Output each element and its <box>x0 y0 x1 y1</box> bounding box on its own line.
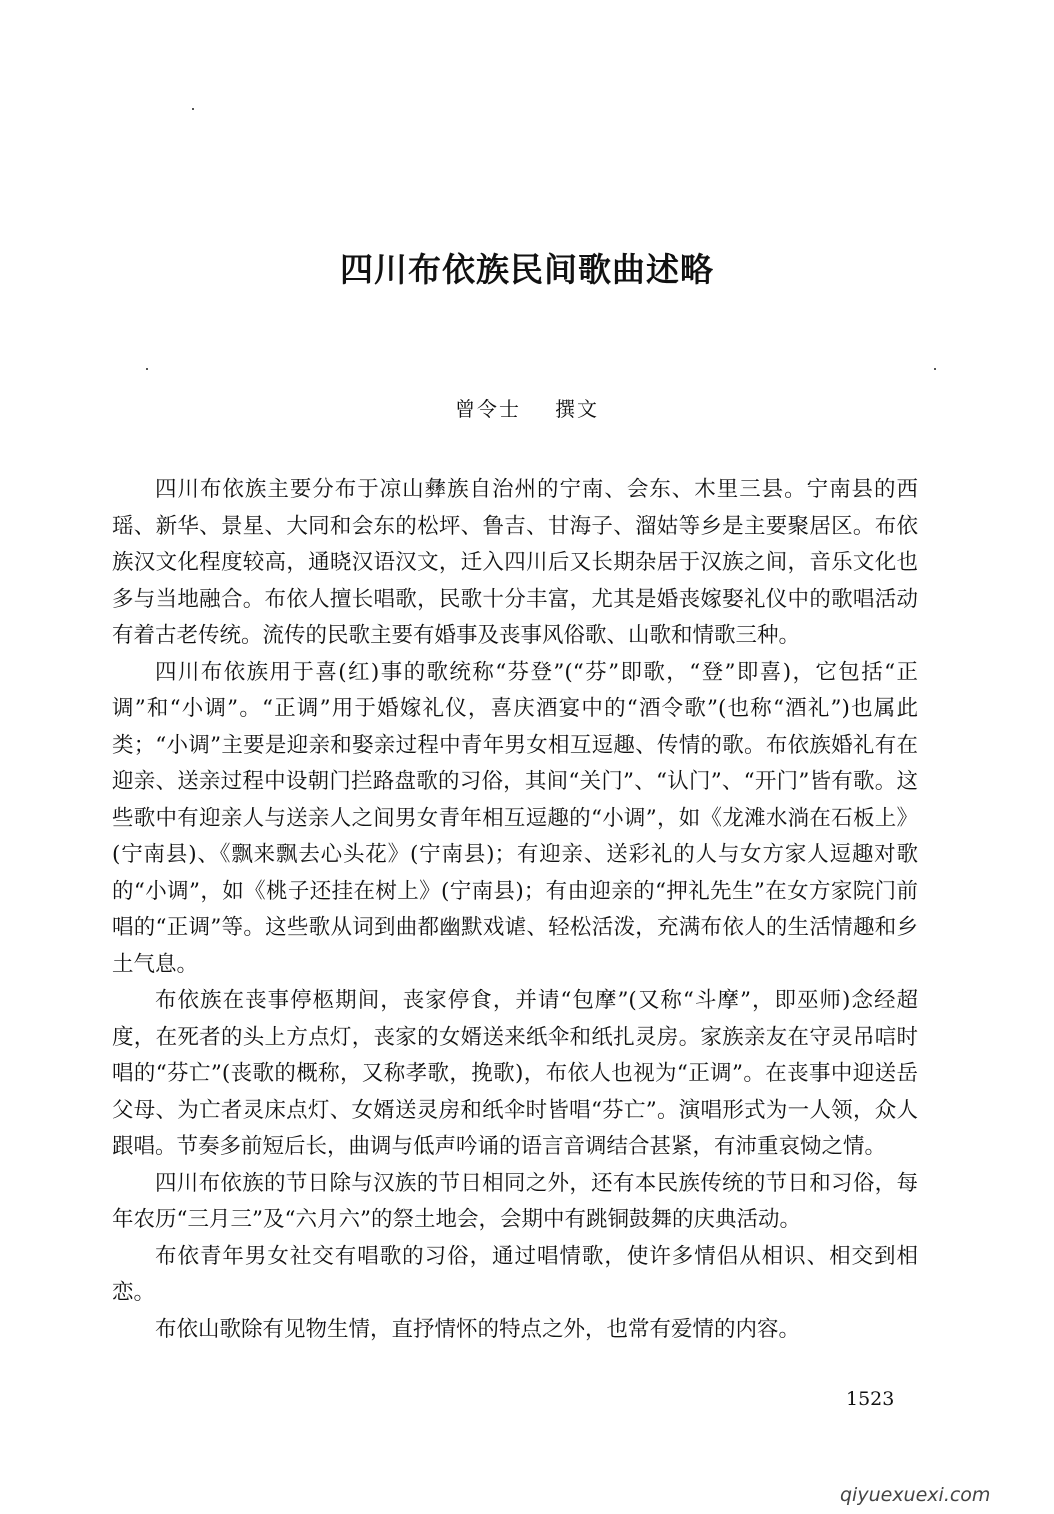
author-name: 曾令士 <box>455 397 521 421</box>
document-title: 四川布依族民间歌曲述略 <box>340 250 714 289</box>
paragraph: 四川布依族用于喜(红)事的歌统称“芬登”(“芬”即歌，“登”即喜)，它包括“正调”和“小调”。“正调”用于婚嫁礼仪，喜庆酒宴中的“酒令歌”(也称“酒礼”)也属此类；“小调”主要是迎亲和娶亲过程中青年男女相互逗趣、传情的歌。布依族婚礼有在迎亲、送亲过程中设朝门拦路盘歌的习俗，其间“关门”、“认门”、“开门”皆有歌。这些歌中有迎亲人与送亲人之间男女青年相互逗趣的“小调”，如《龙滩水淌在石板上》(宁南县)、《飘来飘去心头花》(宁南县)；有迎亲、送彩礼的人与女方家人逗趣对歌的“小调”，如《桃子还挂在树上》(宁南县)；有由迎亲的“押礼先生”在女方家院门前唱的“正调”等。这些歌从词到曲都幽默戏谑、轻松活泼，充满布依人的生活情趣和乡土气息。 <box>112 659 918 977</box>
author-role: 撰文 <box>555 397 599 421</box>
paragraph: 四川布依族的节日除与汉族的节日相同之外，还有本民族传统的节日和习俗，每年农历“三月三”及“六月六”的祭土地会，会期中有跳铜鼓舞的庆典活动。 <box>112 1170 918 1232</box>
paragraph: 布依山歌除有见物生情，直抒情怀的特点之外，也常有爱情的内容。 <box>155 1316 801 1342</box>
page-number: 1523 <box>846 1388 895 1410</box>
author-line <box>0 394 1054 424</box>
scan-speck <box>934 368 936 370</box>
scan-speck <box>192 108 194 110</box>
paragraph: 布依青年男女社交有唱歌的习俗，通过唱情歌，使许多情侣从相识、相交到相恋。 <box>112 1243 918 1305</box>
paragraph: 四川布依族主要分布于凉山彝族自治州的宁南、会东、木里三县。宁南县的西瑶、新华、景星、大同和会东的松坪、鲁吉、甘海子、溜姑等乡是主要聚居区。布依族汉文化程度较高，通晓汉语汉文，迁入四川后又长期杂居于汉族之间，音乐文化也多与当地融合。布依人擅长唱歌，民歌十分丰富，尤其是婚丧嫁娶礼仪中的歌唱活动有着古老传统。流传的民歌主要有婚事及丧事风俗歌、山歌和情歌三种。 <box>112 477 918 648</box>
scan-speck <box>146 368 148 370</box>
body-text <box>112 472 918 1348</box>
paragraph: 布依族在丧事停柩期间，丧家停食，并请“包摩”(又称“斗摩”，即巫师)念经超度，在死者的头上方点灯，丧家的女婿送来纸伞和纸扎灵房。家族亲友在守灵吊唁时唱的“芬亡”(丧歌的概称，又称孝歌，挽歌)，布依人也视为“正调”。在丧事中迎送岳父母、为亡者灵床点灯、女婿送灵房和纸伞时皆唱“芬亡”。演唱形式为一人领，众人跟唱。节奏多前短后长，曲调与低声吟诵的语言音调结合甚紧，有沛重哀恸之情。 <box>112 988 918 1159</box>
watermark: qiyuexuexi.com <box>840 1484 991 1506</box>
